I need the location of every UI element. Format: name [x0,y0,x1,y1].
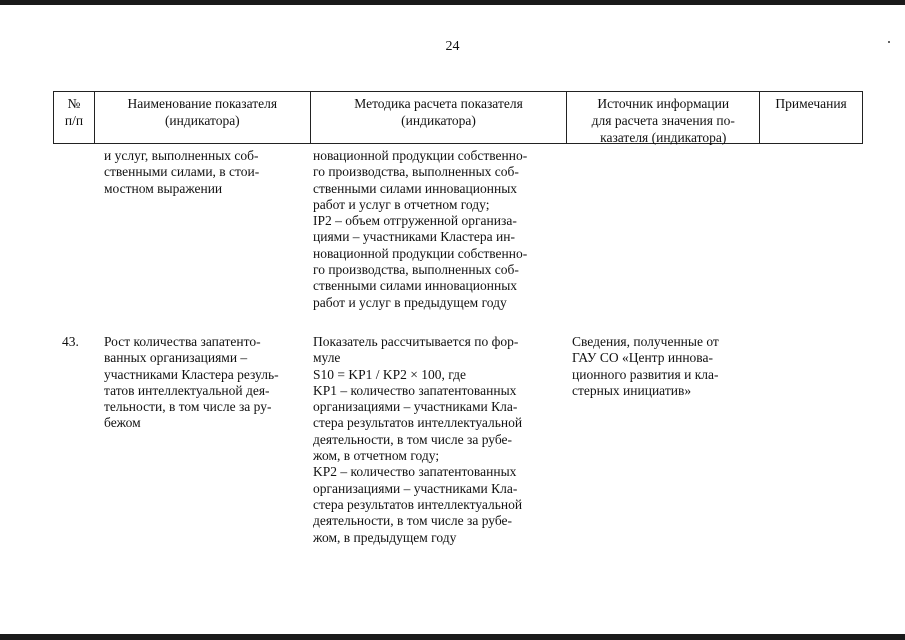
row-43-number: 43. [62,334,79,349]
continuation-method: новационной продукции собственно- го производства, выполненных соб- ственными силами инновационных работ и услуг в отчетном году; IP2 – объем отгруженной организа- циями – участниками Кластера ин- новационной продукции собственно- го производства, выполненных соб- ственными силами инновационных работ и услуг в предыдущем году [313,148,528,310]
page-number: 24 [445,39,460,54]
continuation-indicator-name: и услуг, выполненных соб- ственными силами, в стои- мостном выражении [104,148,260,196]
table-header [53,91,863,144]
header-method: Методика расчета показателя (индикатора) [311,92,568,144]
scan-border-top [0,0,905,5]
header-notes: Примечания [760,92,863,144]
row-43-source: Сведения, полученные от ГАУ СО «Центр иннова- ционного развития и кла- стерных инициатив» [572,334,719,398]
row-43-method: Показатель рассчитывается по фор- муле S10 = KP1 / KP2 × 100, где KP1 – количество запатентованных организациями – участниками Кла- стера результатов интеллектуальной деятельности, в том числе за рубе- жом, в отчетном году; KP2 – количество запатентованных организациями – участниками Кла- стера результатов интеллектуальной деятельности, в том числе за рубе- жом, в предыдущем году [313,334,523,545]
row-43-indicator-name: Рост количества запатенто- ванных организациями – участниками Кластера резуль- татов интеллектуальной дея- тельности, в том числе за ру- бежом [104,334,279,431]
scan-border-bottom [0,634,905,640]
header-indicator-name: Наименование показателя (индикатора) [95,92,311,144]
header-source: Источник информации для расчета значения по- казателя (индикатора) [567,92,760,144]
header-number: № п/п [54,92,95,144]
